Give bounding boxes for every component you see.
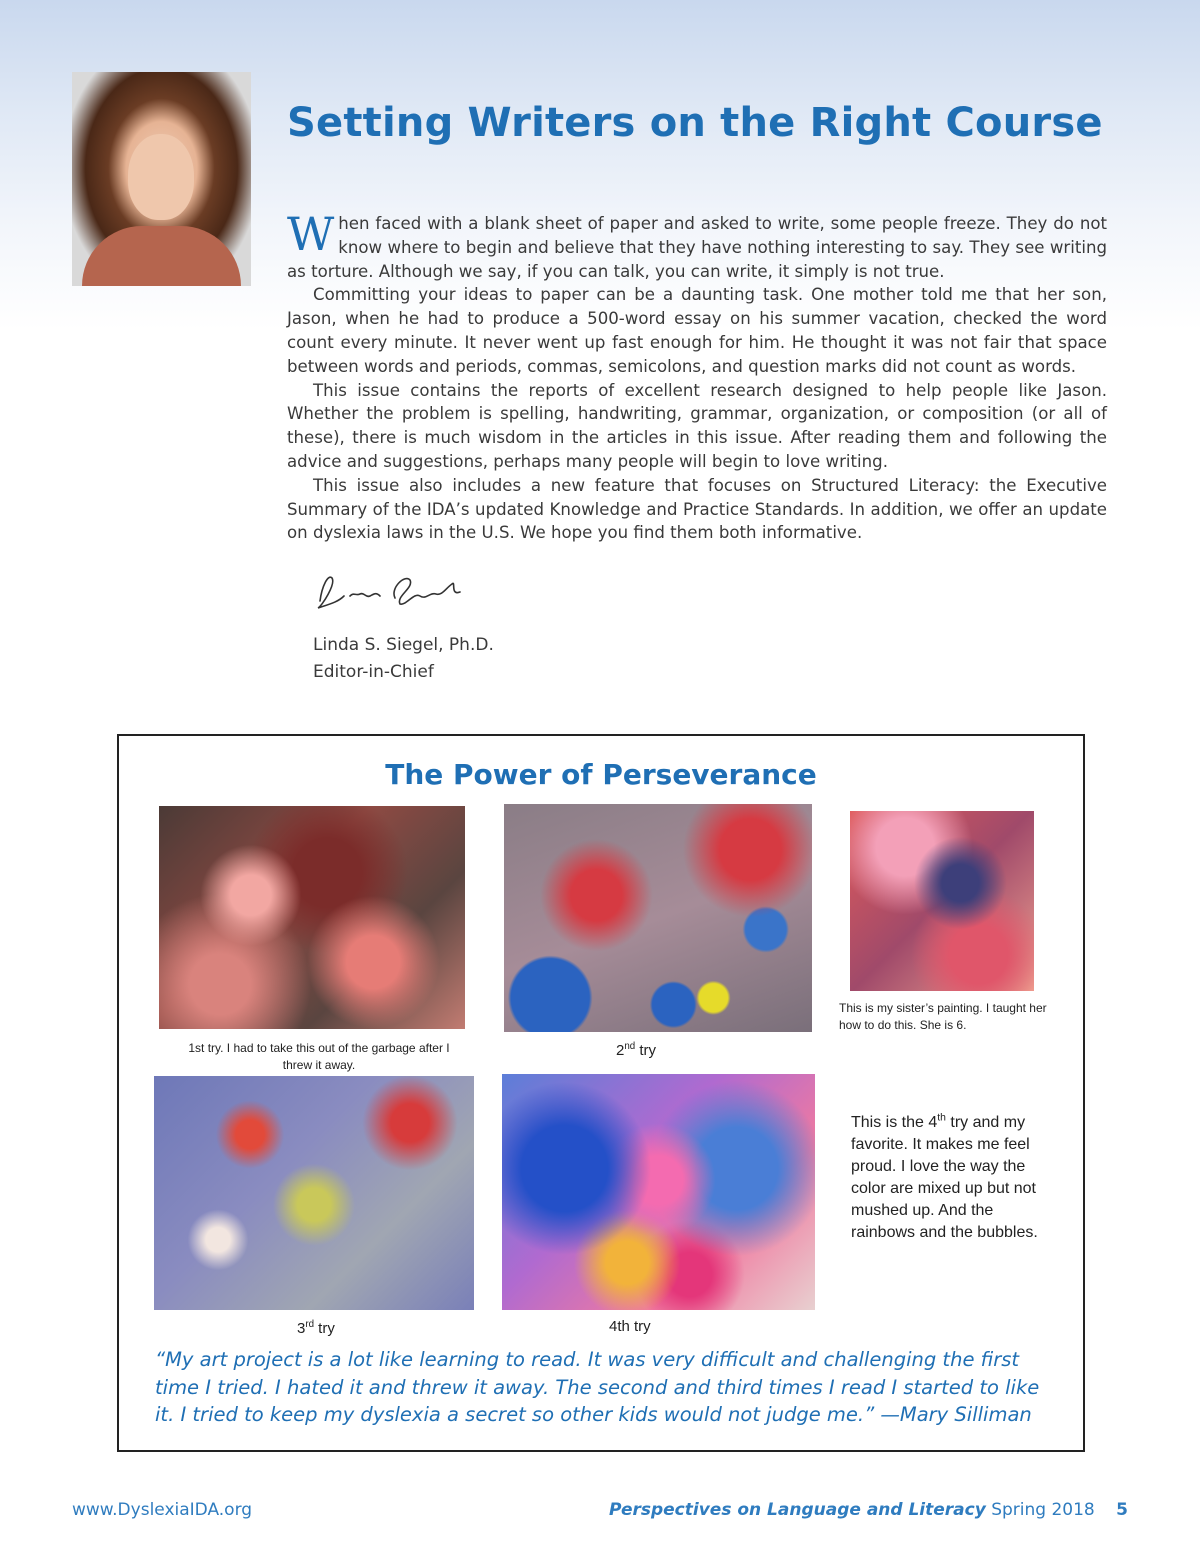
journal-title: Perspectives on Language and Literacy: [608, 1500, 986, 1520]
author-photo-shirt: [82, 226, 241, 286]
painting-fourth-try: [502, 1074, 815, 1310]
author-title: Editor-in-Chief: [313, 662, 434, 682]
article-paragraph-3: This issue contains the reports of excellent research designed to help people like Jason. Whether the problem is spelling, handwriting, grammar, organization, or composition (or all of these), there is much wisdom in the articles in this issue. After reading them and following the advice and suggestions, perhaps many people will begin to love writing.: [287, 380, 1107, 471]
caption-favorite: [851, 1112, 1051, 1244]
author-photo: [72, 72, 251, 286]
article-paragraph-1: [287, 207, 1107, 283]
caption-third-sup: rd: [305, 1319, 315, 1330]
issue-date: Spring 2018: [991, 1500, 1095, 1520]
paragraph-1-text: hen faced with a blank sheet of paper and asked to write, some people freeze. They do not know where to begin and believe that they have nothing interesting to say. They see writing as torture. Although we say, if you can talk, you can write, it simply is not true.: [287, 214, 1107, 281]
article-body: [287, 207, 1107, 545]
caption-third-num: 3: [297, 1320, 306, 1337]
caption-sister: This is my sister’s painting. I taught her how to do this. She is 6.: [839, 1001, 1047, 1032]
caption-favorite-sup: th: [937, 1112, 946, 1124]
painting-sister: [850, 811, 1034, 991]
caption-third-word: try: [314, 1320, 335, 1337]
article-paragraph-4: This issue also includes a new feature that focuses on Structured Literacy: the Executive Summary of the IDA’s updated Knowledge and Practice Standards. In addition, we offer an update on dyslexia laws in the U.S. We hope you find them both informative.: [287, 475, 1107, 543]
article-paragraph-2: Committing your ideas to paper can be a daunting task. One mother told me that her son, Jason, when he had to produce a 500-word essay on his summer vacation, checked the word count every minute. It never went up fast enough for him. He thought it was not fair that space between words and periods, commas, semicolons, and question marks did not count as words.: [287, 285, 1107, 376]
drop-cap: W: [287, 207, 335, 261]
author-photo-face: [128, 134, 194, 220]
feature-title: The Power of Perseverance: [385, 758, 817, 791]
handwritten-signature: [310, 566, 470, 616]
caption-favorite-pre: This is the 4: [851, 1114, 938, 1131]
page-number: 5: [1116, 1500, 1128, 1520]
painting-second-try: [504, 804, 812, 1032]
student-quote: “My art project is a lot like learning to read. It was very difficult and challenging the first time I tried. I hated it and threw it away. The second and third times I read I started to like it. I tried to keep my dyslexia a secret so other kids would not judge me.” —Mary Silliman: [155, 1348, 1040, 1426]
caption-first-try: 1st try. I had to take this out of the garbage after I threw it away.: [188, 1041, 450, 1072]
painting-third-try: [154, 1076, 474, 1310]
footer-info: [609, 1500, 1128, 1520]
caption-second-num: 2: [616, 1042, 625, 1059]
painting-first-try: [159, 806, 465, 1029]
author-name: Linda S. Siegel, Ph.D.: [313, 635, 494, 655]
website-link[interactable]: www.DyslexiaIDA.org: [72, 1500, 253, 1520]
caption-second-word: try: [635, 1042, 657, 1059]
caption-second-sup: nd: [624, 1041, 636, 1052]
caption-third-try: [297, 1320, 335, 1337]
article-title: Setting Writers on the Right Course: [287, 100, 1103, 146]
caption-fourth-try: 4th try: [609, 1318, 651, 1335]
caption-second-try: [616, 1042, 656, 1059]
caption-favorite-post: try and my favorite. It makes me feel proud. I love the way the color are mixed up but not mushed up. And the rainbows and the bubbles.: [851, 1114, 1038, 1241]
feature-box: [117, 734, 1085, 1452]
